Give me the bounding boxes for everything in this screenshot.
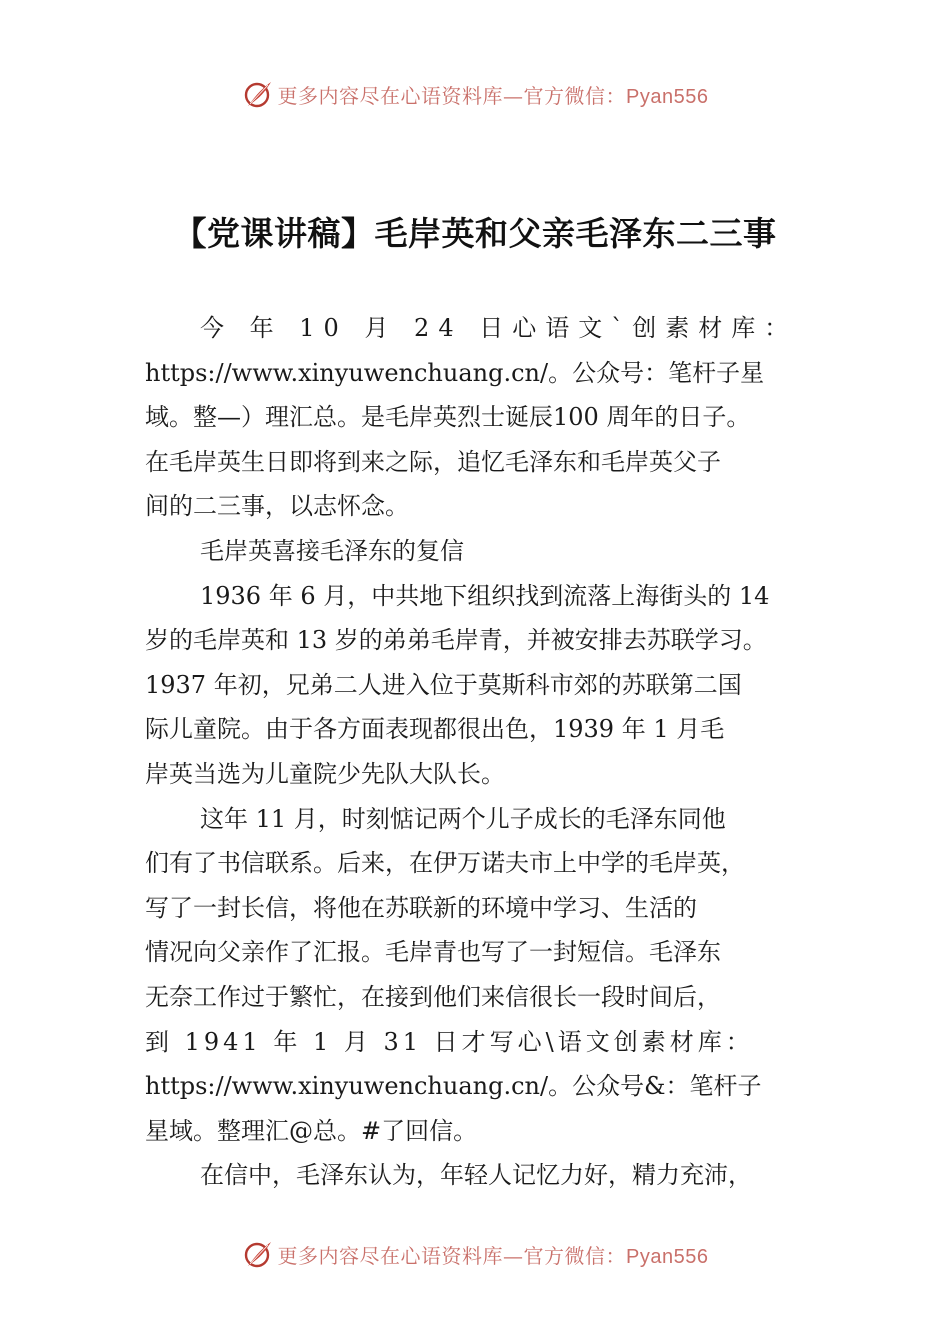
body-line: 域。整—）理汇总。是毛岸英烈士诞辰100 周年的日子。 [145,403,751,432]
body-line: 1936 年 6 月，中共地下组织找到流落上海街头的 14 [200,581,770,610]
banner-wechat-id: Pyan556 [626,1245,709,1268]
feather-circle-logo-icon [242,1238,274,1270]
body-line: https://www.xinyuwenchuang.cn/。公众号：笔杆子星 [145,358,765,387]
body-line: 际儿童院。由于各方面表现都很出色，1939 年 1 月毛 [145,715,725,744]
body-line: 岸英当选为儿童院少先队大队长。 [145,759,505,788]
section-heading: 毛岸英喜接毛泽东的复信 [200,536,464,565]
body-line: 今 年 10 月 24 日心语文`创素材库： [200,314,798,342]
body-line: 间的二三事，以志怀念。 [145,492,409,521]
body-line: 在信中，毛泽东认为，年轻人记忆力好，精力充沛， [200,1161,752,1190]
footer-watermark-banner [0,1234,950,1274]
body-line: 到 1941 年 1 月 31 日才写心\语文创素材库： [145,1027,754,1056]
feather-circle-logo-icon [242,78,274,110]
body-line: 1937 年初，兄弟二人进入位于莫斯科市郊的苏联第二国 [145,670,742,699]
body-line: 这年 11 月，时刻惦记两个儿子成长的毛泽东同他 [200,804,726,833]
banner-text: 更多内容尽在心语资料库—官方微信： [277,83,627,108]
body-line: 星域。整理汇@总。#了回信。 [145,1116,478,1145]
header-watermark-banner [0,74,950,114]
body-line: 在毛岸英生日即将到来之际，追忆毛泽东和毛岸英父子 [145,447,721,476]
body-line: https://www.xinyuwenchuang.cn/。公众号&：笔杆子 [145,1072,762,1101]
body-line: 情况向父亲作了汇报。毛岸青也写了一封短信。毛泽东 [145,938,721,967]
banner-text: 更多内容尽在心语资料库—官方微信： [277,1243,627,1268]
banner-wechat-id: Pyan556 [626,85,709,108]
body-line: 写了一封长信，将他在苏联新的环境中学习、生活的 [145,893,697,922]
document-body [145,306,830,1198]
body-line: 无奈工作过于繁忙，在接到他们来信很长一段时间后， [145,982,721,1011]
document-title: 【党课讲稿】毛岸英和父亲毛泽东二三事 [173,214,777,253]
body-line: 岁的毛岸英和 13 岁的弟弟毛岸青，并被安排去苏联学习。 [145,626,767,655]
body-line: 们有了书信联系。后来，在伊万诺夫市上中学的毛岸英， [145,849,745,878]
